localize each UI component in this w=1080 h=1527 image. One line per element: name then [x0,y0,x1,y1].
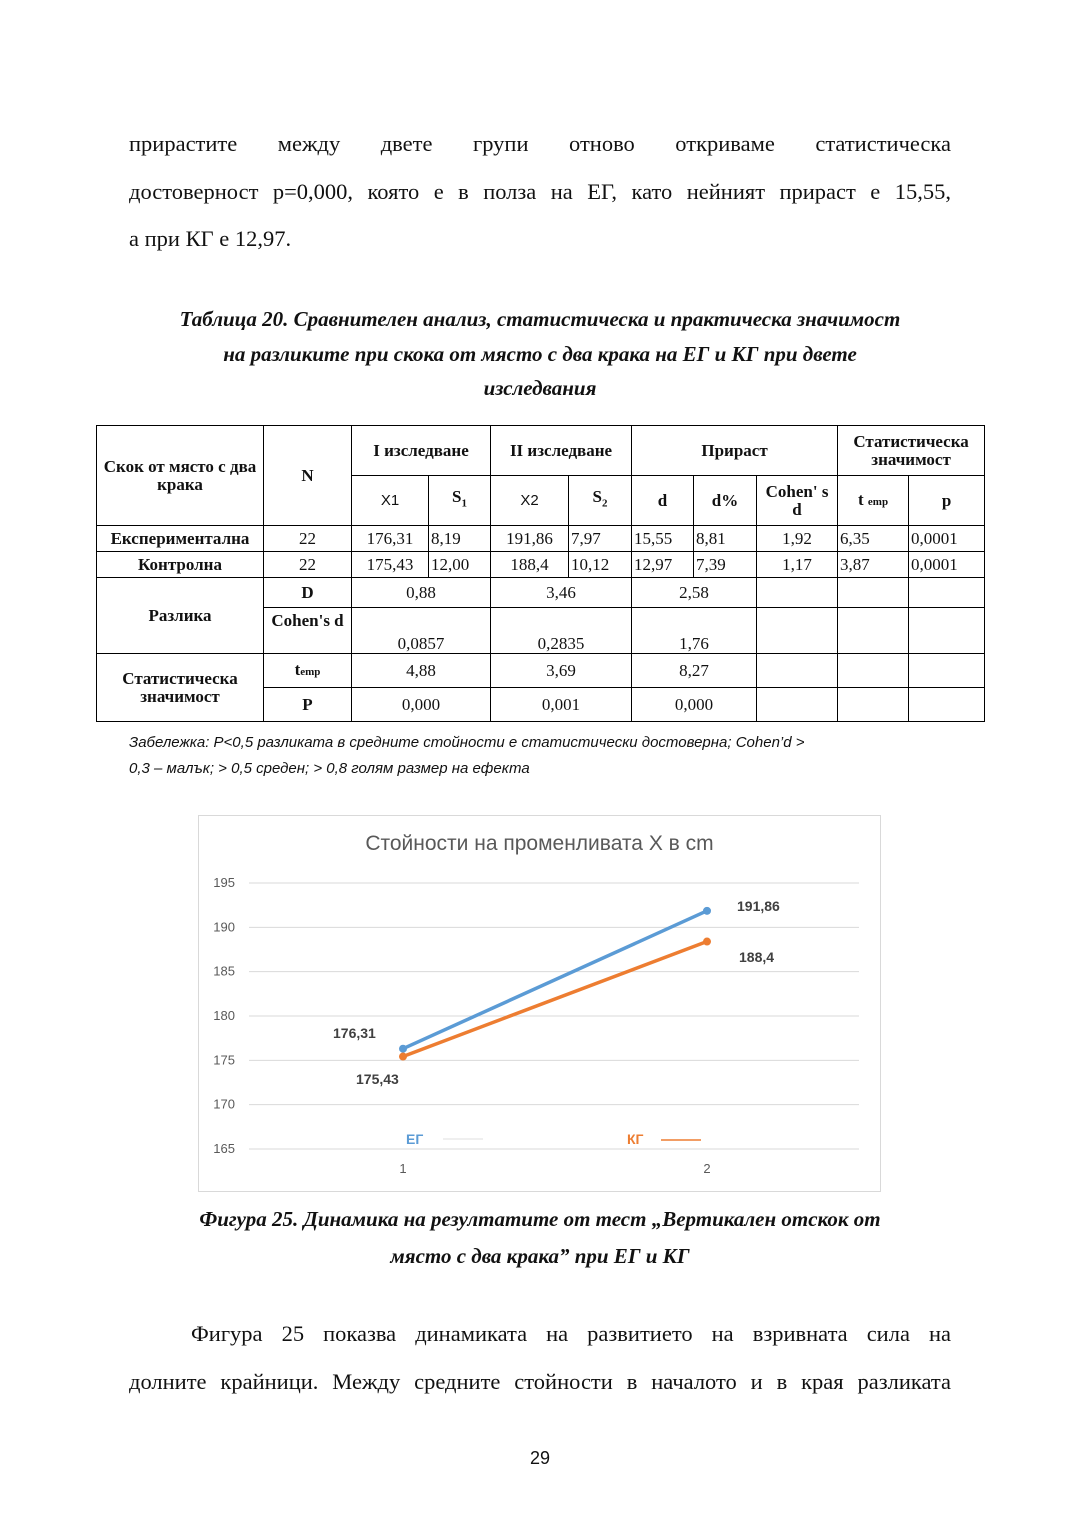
empty-cell [838,688,909,722]
empty-cell [838,654,909,688]
cell-x1: 176,31 [352,526,429,552]
cell-x2: 191,86 [491,526,569,552]
data-point [703,938,711,946]
data-label: 191,86 [737,898,780,914]
cell-d-pct: 7,39 [694,552,757,578]
header-p: p [909,476,985,526]
note-line: 0,3 – малък; > 0,5 среден; > 0,8 голям размер на ефекта [129,760,530,777]
cell-s2: 10,12 [569,552,632,578]
row-label: Експериментална [97,526,264,552]
line-chart [198,815,881,1192]
data-point [399,1045,407,1053]
header-cohen: Cohen' s d [757,476,838,526]
significance-p-3: 0,000 [632,688,757,722]
cell-s1: 12,00 [429,552,491,578]
significance-p-1: 0,000 [352,688,491,722]
closing-line: Фигура 25 показва динамиката на развитието на взривната сила на [191,1321,951,1346]
cell-p: 0,0001 [909,526,985,552]
cell-d: 15,55 [632,526,694,552]
table-row [97,552,985,578]
cell-cohen: 1,92 [757,526,838,552]
difference-cohen-2: 0,2835 [491,608,632,654]
table-caption [96,302,984,406]
cell-s1: 8,19 [429,526,491,552]
intro-paragraph [129,120,951,263]
table-caption-line: изследвания [483,376,597,400]
intro-line: достоверност p=0,000, която е в полза на ЕГ, като нейният прираст е 15,55, [129,178,951,204]
empty-cell [757,688,838,722]
header-n: N [264,426,352,526]
significance-p-label: P [264,688,352,722]
difference-d-3: 2,58 [632,578,757,608]
cell-cohen: 1,17 [757,552,838,578]
difference-cohen-label: Cohen's d [264,608,352,654]
empty-cell [909,608,985,654]
y-tick-label: 175 [213,1052,235,1068]
empty-cell [757,608,838,654]
series-line-ЕГ [403,911,707,1049]
figure-caption-line: място с два крака” при ЕГ и КГ [390,1244,690,1268]
note-line: Забележка: P<0,5 разликата в средните стойности е статистически достоверна; Cohen’d > [129,734,805,751]
difference-label: Разлика [97,578,264,654]
significance-t-1: 4,88 [352,654,491,688]
difference-cohen-3: 1,76 [632,608,757,654]
stats-table [96,425,985,722]
row-label: Контролна [97,552,264,578]
cell-x2: 188,4 [491,552,569,578]
figure-caption [96,1201,984,1275]
difference-d-1: 0,88 [352,578,491,608]
data-label: 176,31 [333,1025,376,1041]
empty-cell [838,578,909,608]
closing-line: долните крайници. Между средните стойности в началото и в края разликата [129,1368,951,1394]
header-x2: X2 [491,476,569,526]
data-label: 188,4 [739,949,775,965]
intro-line: прирастите между двете групи отново откриваме статистическа [129,131,951,156]
cell-n: 22 [264,552,352,578]
empty-cell [838,608,909,654]
y-tick-label: 165 [213,1141,235,1156]
significance-p-2: 0,001 [491,688,632,722]
empty-cell [909,654,985,688]
cell-n: 22 [264,526,352,552]
header-significance: Статистическа значимост [838,426,985,476]
header-x1: X1 [352,476,429,526]
empty-cell [909,688,985,722]
legend-label-kg: КГ [627,1131,644,1147]
significance-t-2: 3,69 [491,654,632,688]
empty-cell [757,578,838,608]
x-tick-label: 1 [399,1161,407,1176]
cell-t: 6,35 [838,526,909,552]
table-caption-line: на разликите при скока от място с два крака на ЕГ и КГ при двете [223,341,857,366]
x-tick-label: 2 [703,1161,711,1176]
cell-x1: 175,43 [352,552,429,578]
chart-title: Стойности на променливата X в cm [365,832,714,855]
table-note [129,730,959,782]
figure-caption-line: Фигура 25. Динамика на резултатите от тест „Вертикален отскок от [199,1207,881,1231]
significance-t-label: temp [264,654,352,688]
cell-p: 0,0001 [909,552,985,578]
page-number: 29 [529,1448,551,1468]
y-tick-label: 190 [213,919,235,935]
header-growth: Прираст [632,426,838,476]
cell-s2: 7,97 [569,526,632,552]
header-d: d [632,476,694,526]
empty-cell [909,578,985,608]
difference-cohen-1: 0,0857 [352,608,491,654]
header-s2: $S_2$ [569,476,632,526]
table-row [97,578,985,608]
header-s1: $S_1$ [429,476,491,526]
header-row-title: Скок от място с два крака [97,426,264,526]
header-study1: I изследване [352,426,491,476]
empty-cell [757,654,838,688]
cell-d: 12,97 [632,552,694,578]
header-study2: II изследване [491,426,632,476]
legend-label-eg: ЕГ [406,1131,424,1147]
table-row [97,654,985,688]
intro-line: а при КГ е 12,97. [129,226,292,251]
chart-canvas [199,816,880,1191]
cell-d-pct: 8,81 [694,526,757,552]
header-t: t emp [838,476,909,526]
difference-d-label: D [264,578,352,608]
series-line-КГ [403,942,707,1057]
significance-t-3: 8,27 [632,654,757,688]
data-label: 175,43 [356,1071,399,1087]
cell-t: 3,87 [838,552,909,578]
y-tick-label: 185 [213,963,235,979]
y-tick-label: 180 [213,1008,235,1023]
header-d-pct: d% [694,476,757,526]
difference-d-2: 3,46 [491,578,632,608]
table-caption-line: Таблица 20. Сравнителен анализ, статистическа и практическа значимост [179,307,901,331]
data-point [399,1053,407,1061]
significance-label: Статистическа значимост [97,654,264,722]
table-row [97,526,985,552]
y-tick-label: 170 [213,1096,235,1112]
closing-paragraph [129,1310,951,1405]
y-tick-label: 195 [213,875,235,890]
data-point [703,907,711,915]
